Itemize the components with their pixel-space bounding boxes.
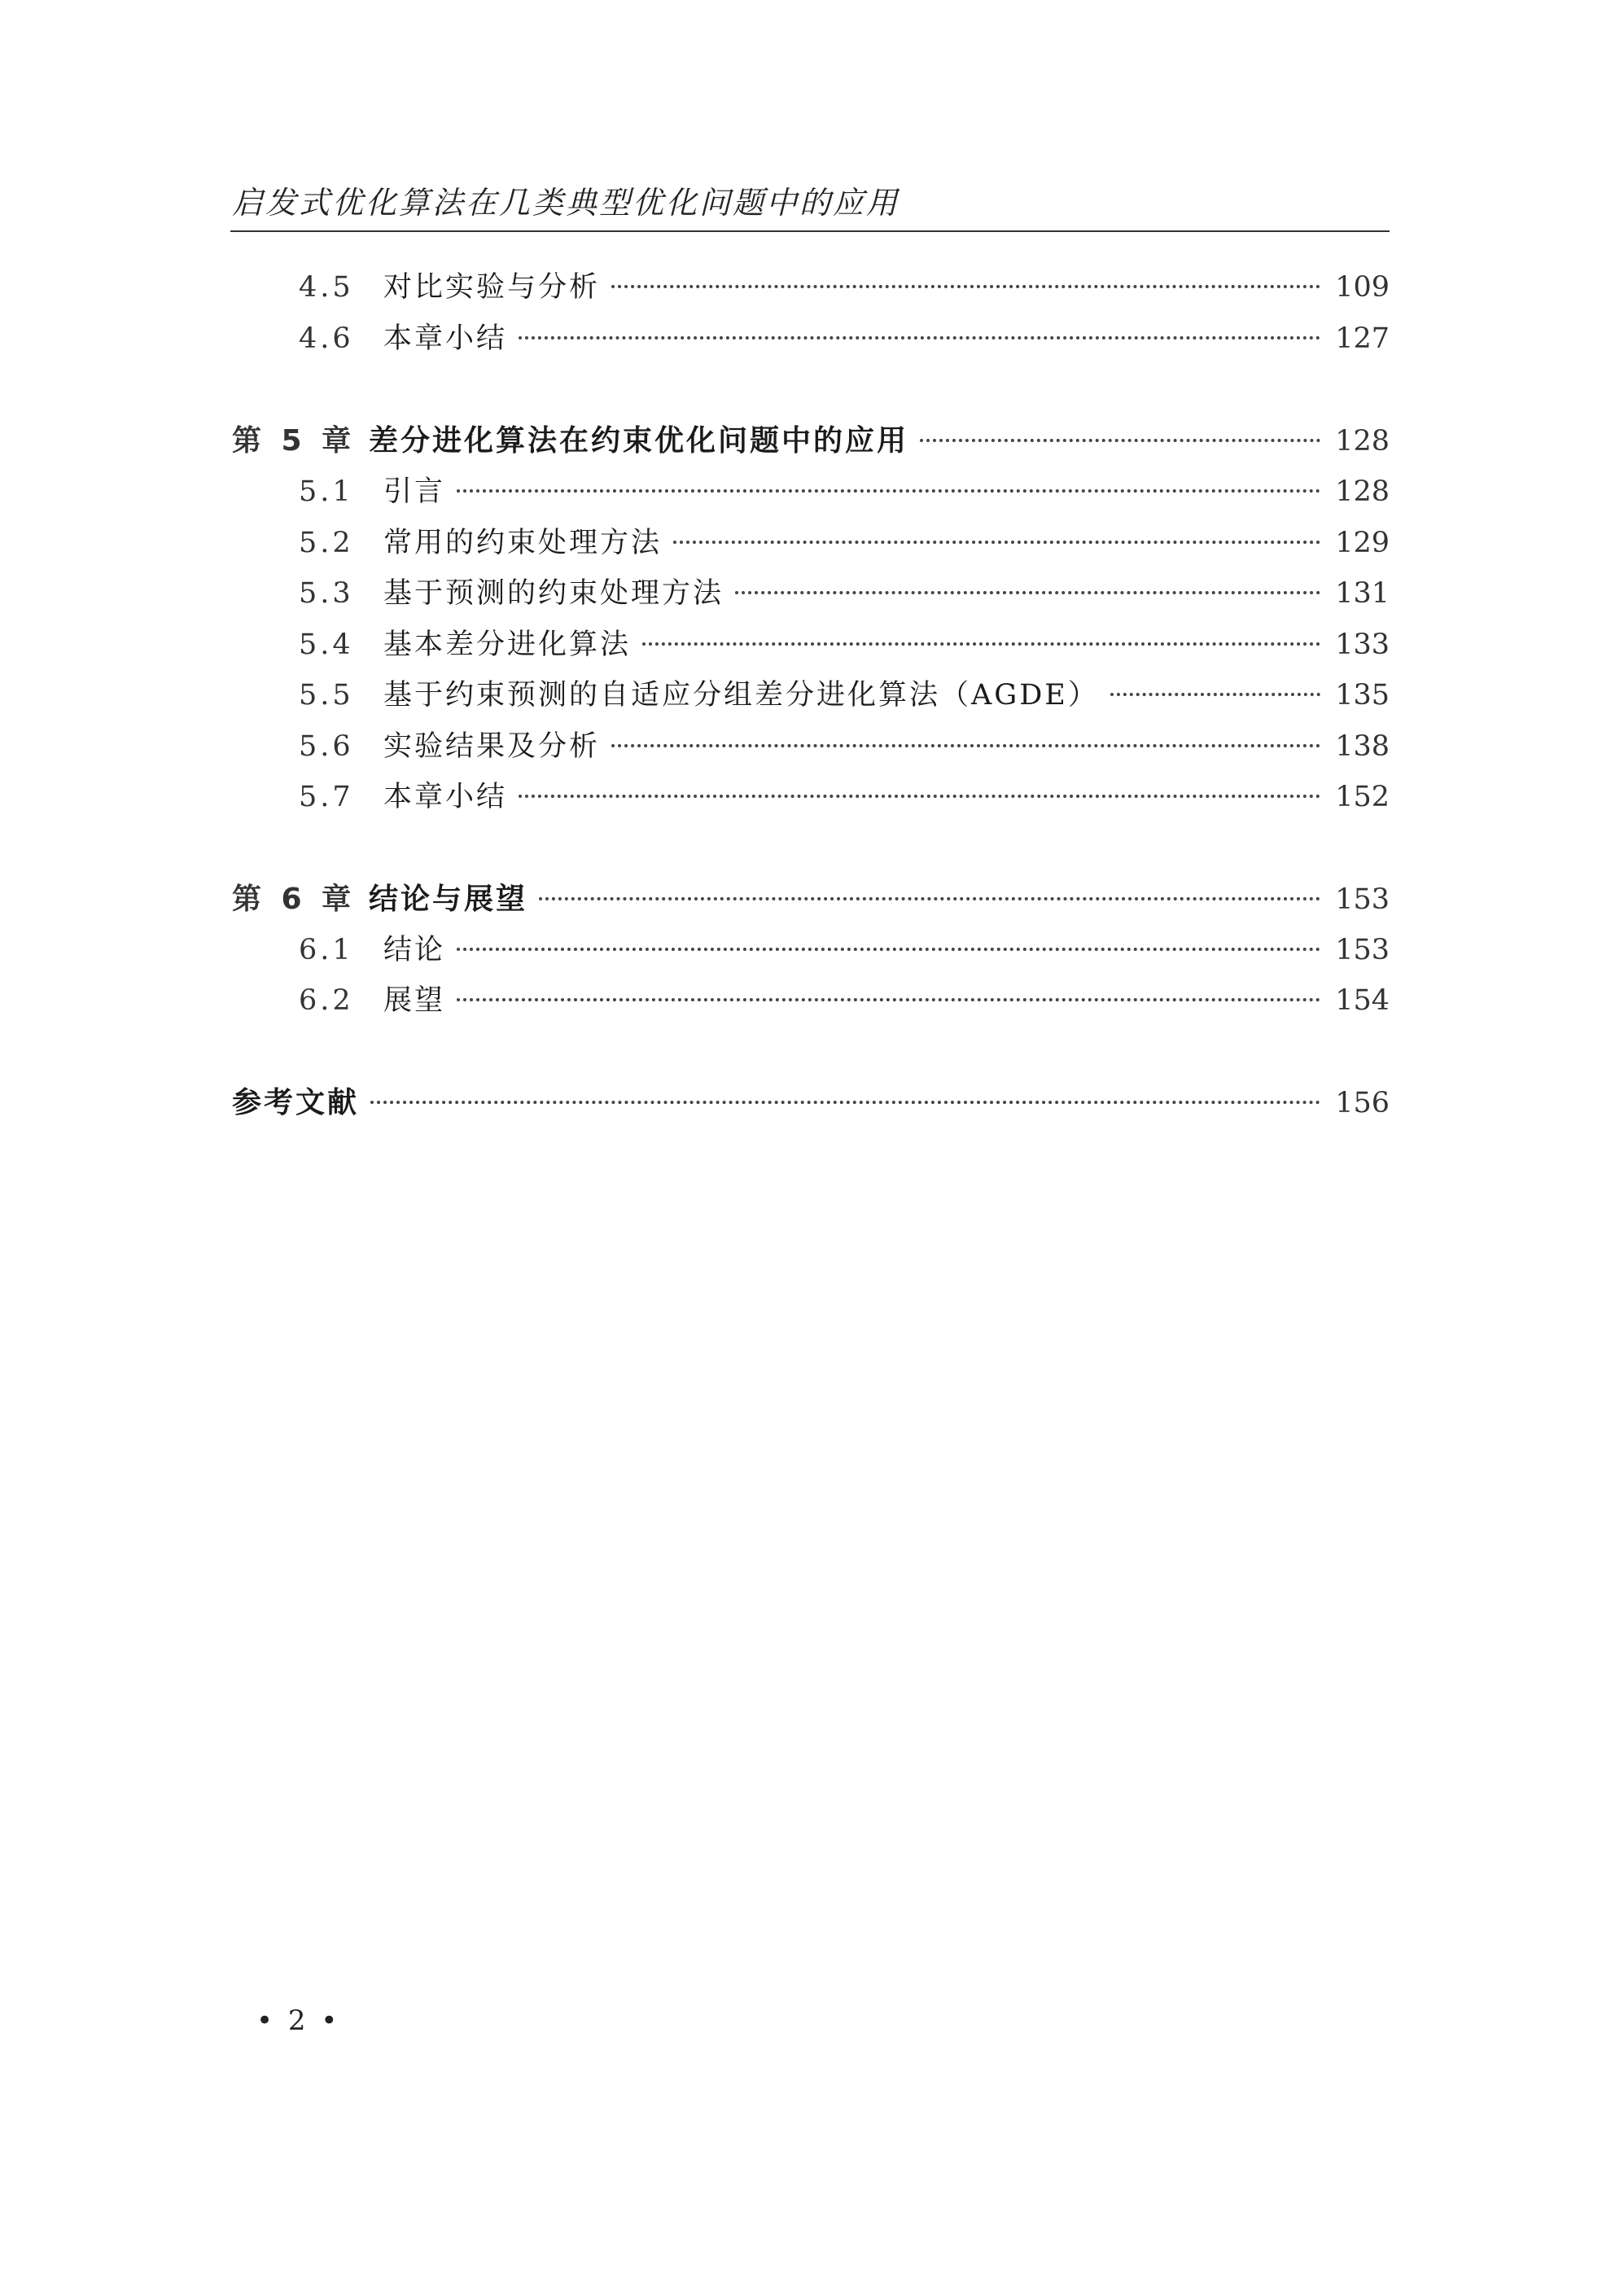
toc-entry[interactable]	[232, 774, 1390, 820]
entry-title: 引言	[383, 475, 446, 508]
entry-title: 实验结果及分析	[383, 730, 601, 763]
section-number: 5.2	[299, 527, 354, 559]
toc-entry[interactable]	[232, 927, 1390, 973]
page-number: 156	[1335, 1087, 1390, 1119]
page-number: 138	[1335, 730, 1390, 763]
toc-chapter-entry[interactable]	[232, 418, 1390, 463]
toc-entry[interactable]	[232, 672, 1390, 718]
dot-leader	[539, 873, 1320, 900]
section-number: 5.1	[299, 475, 354, 508]
dot-leader	[457, 465, 1320, 493]
page-number: 135	[1335, 679, 1390, 712]
toc-entry[interactable]	[232, 622, 1390, 668]
chapter-number: 第 5 章	[232, 424, 357, 458]
entry-title: 展望	[383, 984, 446, 1017]
toc-entry[interactable]	[232, 978, 1390, 1023]
entry-title: 本章小结	[383, 781, 508, 813]
chapter-title: 结论与展望	[369, 883, 528, 916]
toc-entry[interactable]	[232, 265, 1390, 310]
dot-leader	[370, 1076, 1320, 1104]
section-number: 6.2	[299, 984, 354, 1017]
toc-entry[interactable]	[232, 520, 1390, 566]
dot-leader	[673, 516, 1320, 544]
section-number: 5.4	[299, 629, 354, 661]
page-number: 128	[1335, 425, 1390, 458]
dot-leader	[642, 618, 1320, 646]
section-number: 4.6	[299, 322, 354, 355]
entry-title: 本章小结	[383, 322, 508, 355]
dot-leader	[457, 974, 1320, 1001]
toc-entry[interactable]	[232, 571, 1390, 616]
chapter-number: 第 6 章	[232, 883, 357, 916]
toc-entry[interactable]	[232, 724, 1390, 769]
page-number: 127	[1335, 322, 1390, 355]
page-number: 128	[1335, 475, 1390, 508]
toc-chapter-entry[interactable]	[232, 876, 1390, 922]
entry-title: 基于预测的约束处理方法	[383, 577, 724, 610]
entry-title: 基本差分进化算法	[383, 629, 632, 661]
entry-title: 常用的约束处理方法	[383, 527, 663, 559]
running-header: 启发式优化算法在几类典型优化问题中的应用	[232, 185, 900, 221]
entry-title: 结论	[383, 934, 446, 966]
dot-leader	[457, 923, 1320, 951]
page-number: 131	[1335, 577, 1390, 610]
dot-leader	[920, 414, 1320, 442]
dot-leader	[735, 567, 1320, 594]
references-title: 参考文献	[232, 1086, 360, 1119]
dot-leader	[611, 720, 1320, 747]
page-number: 153	[1335, 883, 1390, 916]
dot-leader	[519, 312, 1320, 339]
page-folio: • 2 •	[256, 2004, 341, 2037]
header-rule	[230, 230, 1390, 232]
section-number: 5.6	[299, 730, 354, 763]
page-number: 129	[1335, 527, 1390, 559]
dot-leader	[519, 770, 1320, 798]
section-number: 5.7	[299, 781, 354, 813]
dot-leader	[1110, 668, 1320, 696]
section-number: 6.1	[299, 934, 354, 966]
page-number: 154	[1335, 984, 1390, 1017]
section-number: 5.5	[299, 679, 354, 712]
page-number: 152	[1335, 781, 1390, 813]
toc-entry[interactable]	[232, 316, 1390, 361]
dot-leader	[611, 261, 1320, 288]
page-number: 133	[1335, 629, 1390, 661]
page-number: 153	[1335, 934, 1390, 966]
entry-title: 对比实验与分析	[383, 271, 601, 304]
entry-title: 基于约束预测的自适应分组差分进化算法（AGDE）	[383, 679, 1099, 712]
page-number: 109	[1335, 271, 1390, 304]
chapter-title: 差分进化算法在约束优化问题中的应用	[369, 424, 909, 458]
toc-entry[interactable]	[232, 469, 1390, 515]
section-number: 4.5	[299, 271, 354, 304]
toc-references-entry[interactable]	[232, 1080, 1390, 1125]
section-number: 5.3	[299, 577, 354, 610]
